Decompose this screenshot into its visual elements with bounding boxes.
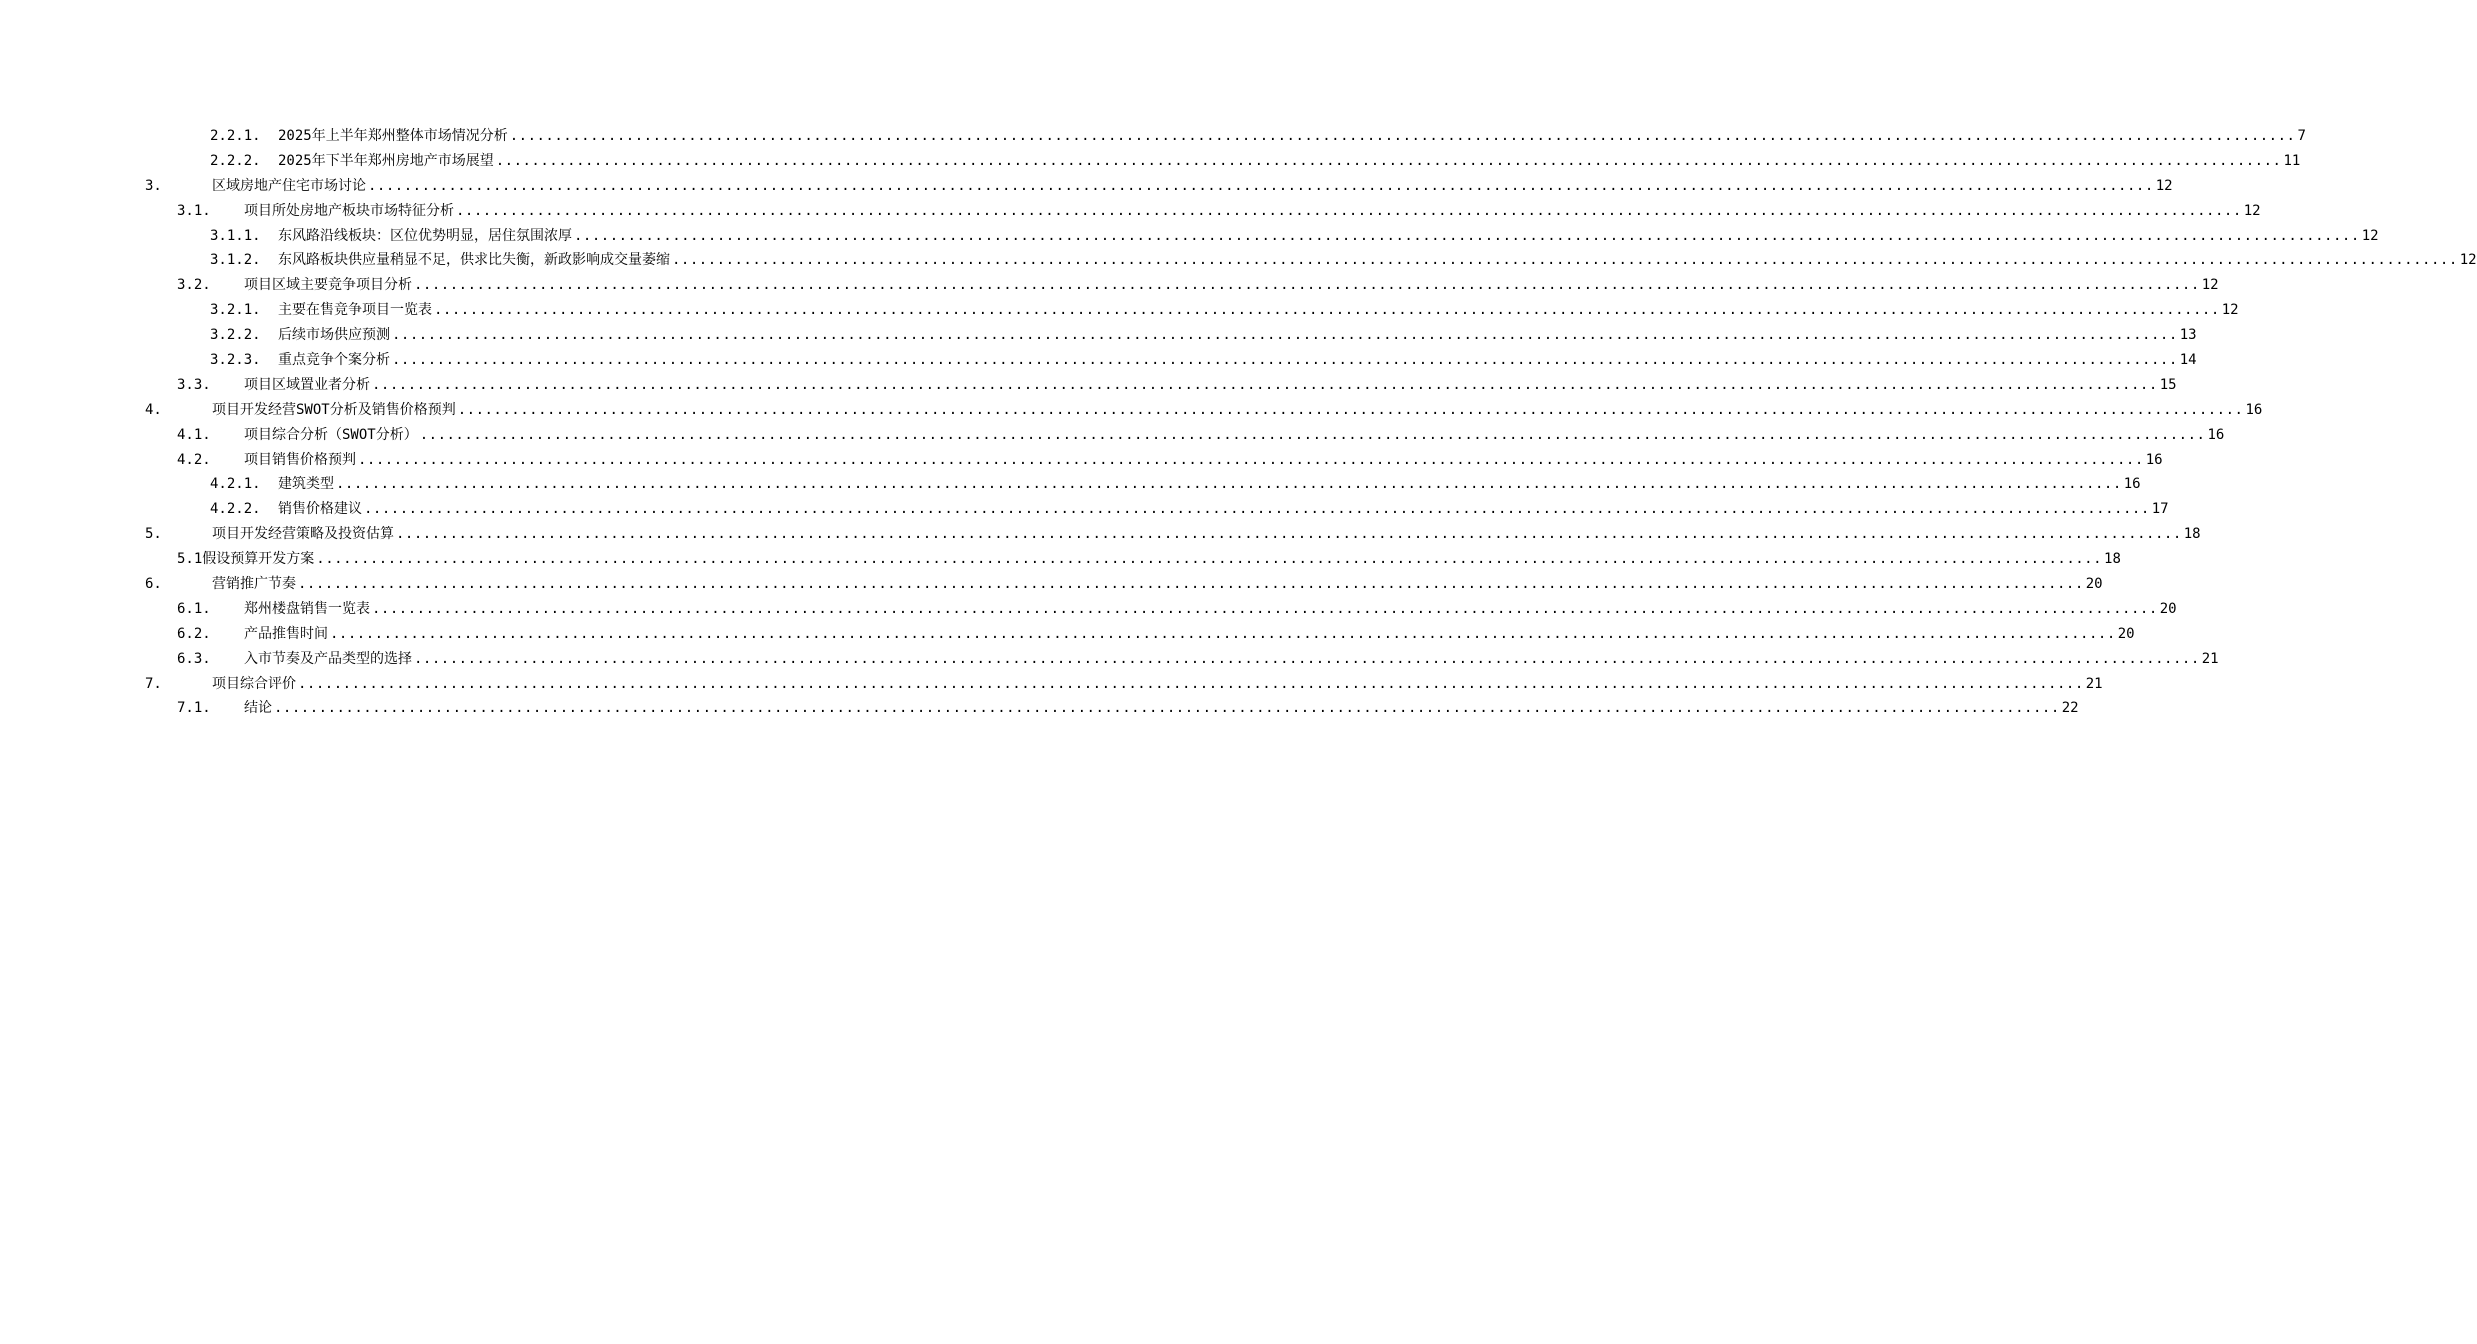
toc-entry-page: 22 bbox=[2061, 700, 2079, 717]
toc-entry[interactable] bbox=[0, 696, 2079, 721]
toc-entry[interactable] bbox=[0, 647, 2219, 672]
toc-entry-body bbox=[278, 124, 2306, 149]
toc-entry-number: 3.2.3. bbox=[210, 352, 261, 369]
toc-dot-leader: ........................................................................................................................................................................................................ bbox=[414, 277, 2200, 294]
toc-entry-body bbox=[244, 199, 2261, 224]
toc-entry[interactable] bbox=[0, 597, 2177, 622]
toc-entry-page: 18 bbox=[2104, 551, 2121, 568]
toc-entry[interactable] bbox=[0, 224, 2379, 249]
toc-entry-page: 12 bbox=[2361, 227, 2379, 244]
toc-entry-title: 郑州楼盘销售一览表 bbox=[244, 600, 370, 617]
toc-entry-page: 16 bbox=[2207, 426, 2225, 443]
toc-entry-page: 17 bbox=[2151, 501, 2169, 518]
toc-dot-leader: ........................................................................................................................................................................................................ bbox=[330, 625, 2116, 642]
toc-entry-body bbox=[212, 522, 2201, 547]
toc-entry-number: 4.1. bbox=[177, 426, 211, 443]
toc-entry[interactable] bbox=[0, 472, 2141, 497]
toc-entry-number: 6.3. bbox=[177, 650, 211, 667]
toc-entry-body bbox=[244, 448, 2163, 473]
toc-entry-title: 产品推售时间 bbox=[244, 625, 328, 642]
toc-entry-title: 项目开发经营SWOT分析及销售价格预判 bbox=[212, 401, 456, 418]
toc-entry[interactable] bbox=[0, 423, 2225, 448]
toc-entry-number: 7. bbox=[145, 675, 162, 692]
toc-entry-page: 16 bbox=[2245, 401, 2263, 418]
toc-dot-leader: ........................................................................................................................................................................................................ bbox=[368, 177, 2154, 194]
toc-entry-number: 6. bbox=[145, 576, 162, 593]
toc-dot-leader: ........................................................................................................................................................................................................ bbox=[672, 252, 2458, 269]
toc-entry-title: 主要在售竞争项目一览表 bbox=[278, 302, 432, 319]
toc-entry-number: 6.1. bbox=[177, 600, 211, 617]
toc-entry-title: 入市节奏及产品类型的选择 bbox=[244, 650, 412, 667]
toc-dot-leader: ........................................................................................................................................................................................................ bbox=[372, 376, 2158, 393]
toc-dot-leader: ........................................................................................................................................................................................................ bbox=[396, 526, 2182, 543]
toc-entry-title: 营销推广节奏 bbox=[212, 576, 296, 593]
toc-entry-body bbox=[278, 298, 2239, 323]
toc-dot-leader: ........................................................................................................................................................................................................ bbox=[392, 327, 2178, 344]
toc-entry-number: 7.1. bbox=[177, 700, 211, 717]
toc-entry-page: 16 bbox=[2145, 451, 2163, 468]
toc-entry[interactable] bbox=[0, 448, 2163, 473]
toc-entry-body bbox=[278, 248, 2477, 273]
toc-dot-leader: ........................................................................................................................................................................................................ bbox=[298, 675, 2084, 692]
toc-entry-page: 20 bbox=[2159, 600, 2177, 617]
toc-dot-leader: ........................................................................................................................................................................................................ bbox=[419, 426, 2206, 443]
toc-entry[interactable] bbox=[0, 174, 2173, 199]
toc-dot-leader: ........................................................................................................................................................................................................ bbox=[358, 451, 2144, 468]
toc-entry-number: 3.1. bbox=[177, 202, 211, 219]
toc-entry[interactable] bbox=[0, 572, 2103, 597]
toc-entry-number: 3.2.2. bbox=[210, 327, 261, 344]
toc-dot-leader: ........................................................................................................................................................................................................ bbox=[509, 128, 2296, 144]
toc-entry-number: 4.2.1. bbox=[210, 476, 261, 493]
toc-entry-body bbox=[278, 149, 2301, 174]
toc-entry-page: 20 bbox=[2117, 625, 2135, 642]
toc-entry-number: 4.2. bbox=[177, 451, 211, 468]
toc-entry-number: 4. bbox=[145, 401, 162, 418]
toc-entry-body bbox=[244, 273, 2219, 298]
toc-entry-page: 15 bbox=[2159, 376, 2177, 393]
toc-entry-title: 5.1假设预算开发方案 bbox=[177, 551, 315, 568]
toc-entry-body bbox=[212, 572, 2103, 597]
toc-dot-leader: ........................................................................................................................................................................................................ bbox=[456, 202, 2242, 219]
toc-entry-body bbox=[212, 174, 2173, 199]
toc-entry-number: 2.2.2. bbox=[210, 152, 261, 169]
toc-entry[interactable] bbox=[0, 522, 2201, 547]
toc-entry[interactable] bbox=[0, 398, 2263, 423]
toc-entry[interactable] bbox=[0, 199, 2261, 224]
toc-dot-leader: ........................................................................................................................................................................................................ bbox=[372, 600, 2158, 617]
toc-entry-number: 5. bbox=[145, 526, 162, 543]
toc-entry-number: 4.2.2. bbox=[210, 501, 261, 518]
toc-entry-body bbox=[278, 472, 2141, 497]
toc-entry-title: 建筑类型 bbox=[278, 476, 334, 493]
toc-entry-body bbox=[177, 547, 2121, 572]
toc-entry-title: 区域房地产住宅市场讨论 bbox=[212, 177, 366, 194]
toc-entry-title: 项目区域置业者分析 bbox=[244, 376, 370, 393]
toc-entry-page: 12 bbox=[2221, 302, 2239, 319]
toc-dot-leader: ........................................................................................................................................................................................................ bbox=[457, 401, 2244, 418]
toc-entry-title: 结论 bbox=[244, 700, 272, 717]
toc-entry-page: 12 bbox=[2201, 277, 2219, 294]
toc-entry-page: 12 bbox=[2155, 177, 2173, 194]
toc-dot-leader: ........................................................................................................................................................................................................ bbox=[316, 551, 2103, 568]
toc-entry-number: 3.3. bbox=[177, 376, 211, 393]
toc-entry-body bbox=[244, 423, 2225, 448]
toc-dot-leader: ........................................................................................................................................................................................................ bbox=[392, 352, 2178, 369]
toc-entry-title: 销售价格建议 bbox=[278, 501, 362, 518]
toc-entry[interactable] bbox=[0, 497, 2169, 522]
toc-entry-page: 7 bbox=[2297, 128, 2306, 144]
toc-entry[interactable] bbox=[0, 348, 2197, 373]
toc-entry-page: 16 bbox=[2123, 476, 2141, 493]
toc-entry-page: 13 bbox=[2179, 327, 2197, 344]
toc-entry-title: 2025年下半年郑州房地产市场展望 bbox=[278, 152, 494, 169]
toc-entry-body bbox=[212, 672, 2103, 697]
toc-entry-title: 后续市场供应预测 bbox=[278, 327, 390, 344]
toc-entry[interactable] bbox=[0, 248, 2477, 273]
toc-entry-number: 3.2. bbox=[177, 277, 211, 294]
toc-entry-title: 重点竞争个案分析 bbox=[278, 352, 390, 369]
toc-entry-number: 2.2.1. bbox=[210, 128, 261, 144]
toc-entry-page: 11 bbox=[2283, 152, 2301, 169]
toc-entry-number: 3.1.1. bbox=[210, 227, 261, 244]
toc-entry-title: 项目开发经营策略及投资估算 bbox=[212, 526, 394, 543]
toc-entry-body bbox=[244, 622, 2135, 647]
toc-entry-body bbox=[278, 224, 2379, 249]
toc-entry-page: 21 bbox=[2085, 675, 2103, 692]
toc-dot-leader: ........................................................................................................................................................................................................ bbox=[574, 227, 2360, 244]
toc-entry-page: 20 bbox=[2085, 576, 2103, 593]
toc-entry-title: 项目所处房地产板块市场特征分析 bbox=[244, 202, 454, 219]
toc-entry[interactable] bbox=[0, 622, 2135, 647]
toc-entry[interactable] bbox=[0, 373, 2177, 398]
toc-entry-title: 2025年上半年郑州整体市场情况分析 bbox=[278, 128, 508, 144]
toc-entry-page: 14 bbox=[2179, 352, 2197, 369]
toc-entry-title: 项目销售价格预判 bbox=[244, 451, 356, 468]
toc-entry-number: 3. bbox=[145, 177, 162, 194]
toc-dot-leader: ........................................................................................................................................................................................................ bbox=[414, 650, 2200, 667]
toc-entry[interactable] bbox=[0, 149, 2301, 174]
toc-entry[interactable] bbox=[0, 672, 2103, 697]
toc-dot-leader: ........................................................................................................................................................................................................ bbox=[274, 700, 2060, 717]
toc-entry-body bbox=[244, 696, 2079, 721]
toc-dot-leader: ........................................................................................................................................................................................................ bbox=[364, 501, 2150, 518]
toc-entry-title: 项目区域主要竞争项目分析 bbox=[244, 277, 412, 294]
toc-dot-leader: ........................................................................................................................................................................................................ bbox=[434, 302, 2220, 319]
toc-entry-number: 3.1.2. bbox=[210, 252, 261, 269]
toc-entry-number: 3.2.1. bbox=[210, 302, 261, 319]
toc-entry-title: 项目综合评价 bbox=[212, 675, 296, 692]
toc-entry[interactable] bbox=[0, 273, 2219, 298]
toc-entry-body bbox=[244, 597, 2177, 622]
toc-entry-page: 12 bbox=[2459, 252, 2477, 269]
toc-entry-title: 东风路板块供应量稍显不足，供求比失衡，新政影响成交量萎缩 bbox=[278, 252, 670, 269]
toc-entry-title: 东风路沿线板块：区位优势明显，居住氛围浓厚 bbox=[278, 227, 572, 244]
toc-entry-body bbox=[278, 348, 2197, 373]
toc-dot-leader: ........................................................................................................................................................................................................ bbox=[336, 476, 2122, 493]
toc-entry[interactable] bbox=[0, 298, 2239, 323]
toc-entry-body bbox=[212, 398, 2263, 423]
toc-entry-page: 21 bbox=[2201, 650, 2219, 667]
toc-entry-body bbox=[278, 497, 2169, 522]
toc-dot-leader: ........................................................................................................................................................................................................ bbox=[495, 152, 2282, 169]
toc-entry-page: 18 bbox=[2183, 526, 2201, 543]
toc-entry-body bbox=[278, 323, 2197, 348]
toc-entry[interactable] bbox=[0, 547, 2121, 572]
toc-dot-leader: ........................................................................................................................................................................................................ bbox=[298, 576, 2084, 593]
table-of-contents bbox=[0, 124, 2477, 721]
toc-entry-page: 12 bbox=[2243, 202, 2261, 219]
toc-entry-title: 项目综合分析（SWOT分析） bbox=[244, 426, 418, 443]
toc-entry-body bbox=[244, 647, 2219, 672]
toc-entry[interactable] bbox=[0, 323, 2197, 348]
toc-entry-body bbox=[244, 373, 2177, 398]
toc-entry-number: 6.2. bbox=[177, 625, 211, 642]
toc-entry[interactable] bbox=[0, 124, 2306, 149]
